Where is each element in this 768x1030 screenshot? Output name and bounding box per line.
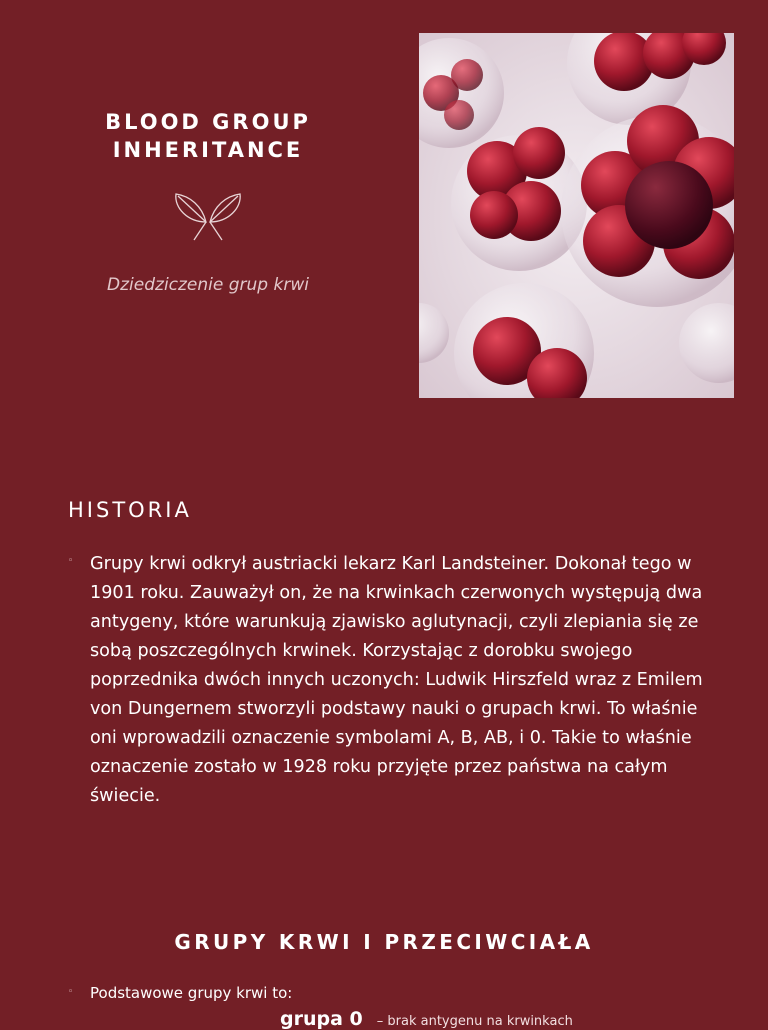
historia-paragraph: Grupy krwi odkrył austriacki lekarz Karl Landsteiner. Dokonał tego w 1901 roku. Zauważył on, że na krwinkach czerwonych występują dwa antygeny, które warunkują zjawisko aglutynacji, czyli zlepiania się ze sobą poszczególnych krwinek. Korzystając z dorobku swojego poprzednika dwóch innych uczonych: Ludwik Hirszfeld wraz z Emilem von Dungernem stworzyli podstawy nauki o grupach krwi. To właśnie oni wprowadzili oznaczenie symbolami A, B, AB, i 0. Takie to właśnie oznaczenie zostało w 1928 roku przyjęte przez państwa na całym świecie. xyxy=(90,554,703,806)
group-o-description: – brak antygenu na krwinkach xyxy=(376,1014,573,1029)
blood-cells-image xyxy=(419,33,734,398)
section-heading-grupy: GRUPY KRWI I PRZECIWCIAŁA xyxy=(174,930,594,954)
group-o-item xyxy=(280,1008,573,1030)
leaf-icon xyxy=(172,190,244,244)
grupy-intro: Podstawowe grupy krwi to: xyxy=(90,984,293,1002)
bullet-icon: ◦ xyxy=(68,556,74,566)
subtitle: Dziedziczenie grup krwi xyxy=(107,275,309,295)
group-o-label: grupa 0 xyxy=(280,1008,363,1030)
title-line-1: BLOOD GROUP xyxy=(105,110,311,134)
section-heading-historia: HISTORIA xyxy=(68,498,192,522)
title-line-2: INHERITANCE xyxy=(112,138,304,162)
bullet-icon: ◦ xyxy=(68,987,74,997)
page-title xyxy=(68,108,348,164)
